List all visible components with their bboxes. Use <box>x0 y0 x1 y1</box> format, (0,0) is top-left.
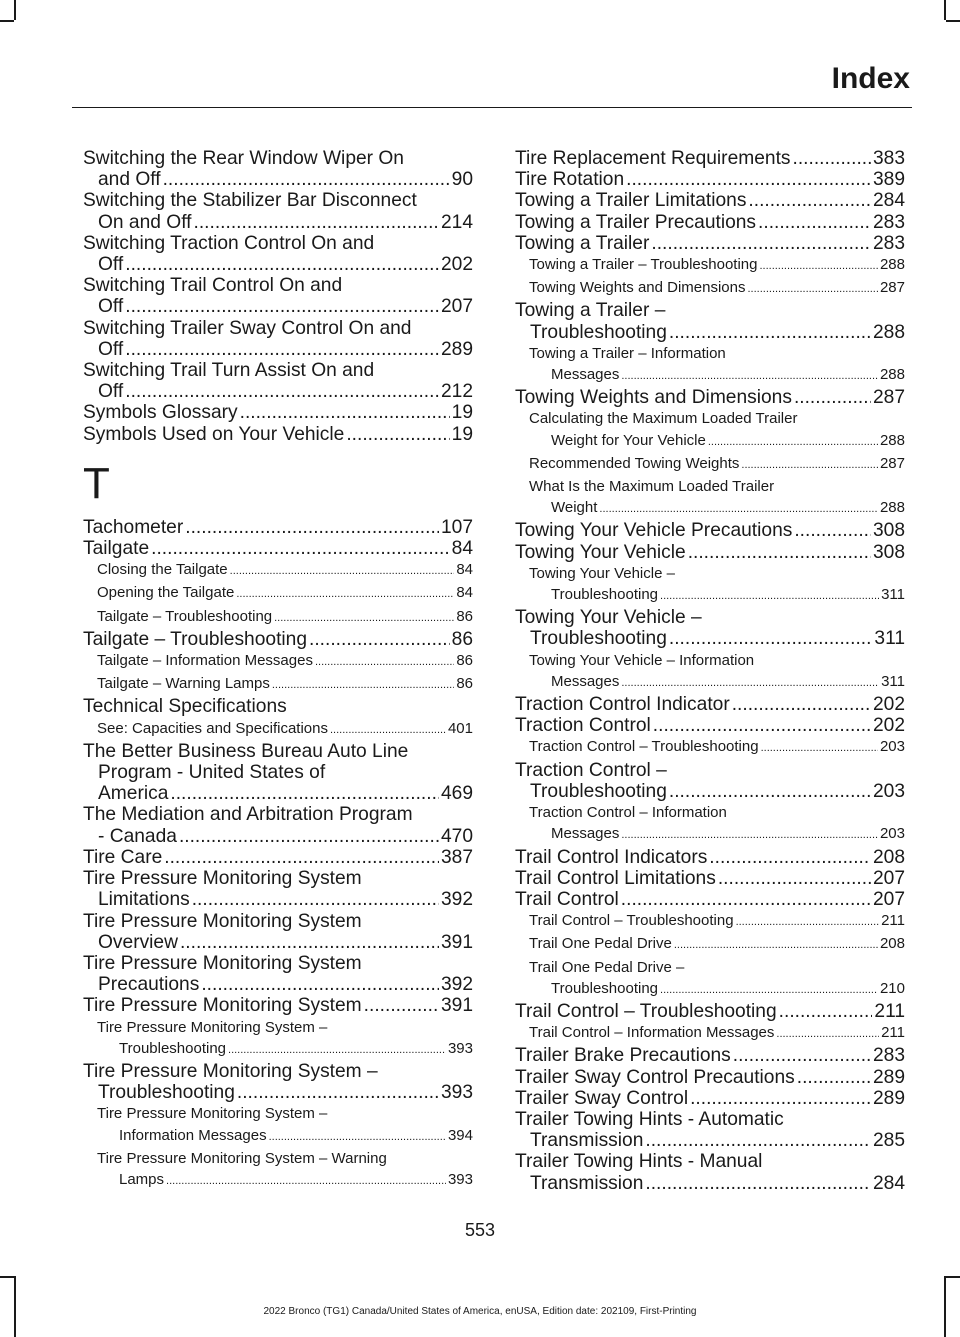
index-entry[interactable] <box>83 953 473 995</box>
entry-text: Symbols Used on Your Vehicle <box>83 423 345 445</box>
dot-leader <box>185 517 439 538</box>
entry-text: Switching Trailer Sway Control On and <box>83 317 412 339</box>
entry-page: 208 <box>872 846 905 868</box>
index-entry[interactable] <box>515 715 905 736</box>
dot-leader <box>736 910 880 933</box>
index-entry[interactable] <box>515 868 905 889</box>
entry-text: Messages <box>551 672 620 690</box>
index-entry[interactable] <box>515 1151 905 1193</box>
entry-text: Closing the Tailgate <box>97 561 228 579</box>
entry-text: Messages <box>551 366 620 384</box>
index-subentry[interactable] <box>83 606 473 629</box>
entry-page: 311 <box>881 586 905 604</box>
dot-leader <box>170 783 439 804</box>
index-entry[interactable] <box>515 520 905 541</box>
entry-text: Switching the Rear Window Wiper On <box>83 148 404 169</box>
dot-leader <box>776 1022 879 1045</box>
entry-text: Tire Pressure Monitoring System <box>83 910 362 932</box>
dot-leader <box>794 387 871 408</box>
entry-page: 19 <box>451 423 473 445</box>
index-subentry[interactable] <box>515 408 905 452</box>
entry-text: Switching Trail Control On and <box>83 275 343 297</box>
index-subentry[interactable] <box>83 673 473 696</box>
index-entry[interactable] <box>515 387 905 408</box>
index-entry[interactable] <box>515 1067 905 1088</box>
index-subentry[interactable] <box>83 559 473 582</box>
entry-text: Trail One Pedal Drive – <box>529 958 685 976</box>
crop-mark <box>946 1276 960 1278</box>
entry-page: 107 <box>440 516 473 538</box>
entry-page: 283 <box>872 1045 905 1067</box>
dot-leader <box>660 584 879 607</box>
crop-mark <box>14 0 16 20</box>
entry-page: 393 <box>440 1082 473 1104</box>
entry-text: Transmission <box>530 1172 644 1194</box>
entry-text: What Is the Maximum Loaded Trailer <box>529 478 775 496</box>
dot-leader <box>315 650 454 673</box>
entry-text: Towing a Trailer – <box>515 300 666 322</box>
entry-page: 208 <box>879 935 905 953</box>
entry-page: 289 <box>872 1066 905 1088</box>
entry-page: 311 <box>874 628 905 650</box>
index-subentry[interactable] <box>515 1022 905 1045</box>
index-entry[interactable] <box>83 517 473 538</box>
entry-page: 287 <box>872 387 905 409</box>
entry-text: Trail Control Indicators <box>515 846 708 868</box>
entry-page: 203 <box>879 825 905 843</box>
dot-leader <box>125 381 439 402</box>
dot-leader <box>651 233 871 254</box>
entry-page: 392 <box>440 974 473 996</box>
dot-leader <box>192 889 439 910</box>
dot-leader <box>761 736 878 759</box>
dot-leader <box>660 978 878 1001</box>
entry-text: Precautions <box>98 974 200 996</box>
entry-text: Towing a Trailer – Troubleshooting <box>529 256 758 274</box>
entry-text: Towing a Trailer Precautions <box>515 211 757 233</box>
index-subentry[interactable] <box>83 718 473 741</box>
index-entry[interactable] <box>515 1001 905 1022</box>
dot-leader <box>125 254 439 275</box>
index-entry[interactable] <box>83 1061 473 1103</box>
dot-leader <box>194 212 439 233</box>
index-entry[interactable] <box>515 148 905 169</box>
dot-leader <box>180 932 439 953</box>
entry-page: 289 <box>872 1087 905 1109</box>
entry-page: 214 <box>440 211 473 233</box>
index-entry[interactable] <box>515 542 905 563</box>
dot-leader <box>709 847 871 868</box>
dot-leader <box>599 497 878 520</box>
entry-text: Information Messages <box>119 1126 267 1144</box>
entry-text: Off <box>98 296 124 318</box>
index-entry[interactable] <box>515 300 905 342</box>
entry-heading: Technical Specifications <box>83 696 287 718</box>
entry-text: Tachometer <box>83 516 184 538</box>
entry-text: Trailer Sway Control Precautions <box>515 1066 795 1088</box>
entry-text: Troubleshooting <box>551 979 659 997</box>
entry-text: Off <box>98 338 124 360</box>
index-subentry[interactable] <box>83 1148 473 1192</box>
crop-mark <box>0 20 14 22</box>
entry-text: On and Off <box>98 211 192 233</box>
entry-text: Lamps <box>119 1170 165 1188</box>
entry-text: Towing Your Vehicle – Information <box>529 651 755 669</box>
dot-leader <box>669 781 871 802</box>
dot-leader <box>690 1088 871 1109</box>
index-entry[interactable] <box>515 233 905 254</box>
index-subentry[interactable] <box>515 957 905 1001</box>
entry-text: Weight for Your Vehicle <box>551 431 706 449</box>
index-entry[interactable] <box>83 402 473 423</box>
entry-page: 469 <box>440 783 473 805</box>
entry-page: 86 <box>456 675 473 693</box>
entry-text: Troubleshooting <box>551 586 659 604</box>
entry-text: Tire Pressure Monitoring System <box>83 952 362 974</box>
dot-leader <box>309 629 450 650</box>
entry-text: Traction Control – Troubleshooting <box>529 738 759 756</box>
entry-text: Calculating the Maximum Loaded Trailer <box>529 410 798 428</box>
entry-text: America <box>98 783 169 805</box>
index-entry[interactable] <box>515 190 905 211</box>
dot-leader <box>364 995 439 1016</box>
entry-page: 84 <box>456 584 473 602</box>
dot-leader <box>240 402 450 423</box>
index-subentry[interactable] <box>83 582 473 605</box>
entry-page: 287 <box>879 454 905 472</box>
index-subentry[interactable] <box>515 650 905 694</box>
index-entry[interactable] <box>83 318 473 360</box>
index-subentry[interactable] <box>515 476 905 520</box>
index-entry[interactable] <box>515 212 905 233</box>
index-entry[interactable] <box>515 607 905 649</box>
dot-leader <box>794 520 871 541</box>
dot-leader <box>236 582 454 605</box>
entry-page: 86 <box>456 652 473 670</box>
entry-page: 203 <box>879 738 905 756</box>
entry-page: 401 <box>447 719 473 737</box>
dot-leader <box>151 538 450 559</box>
dot-leader <box>621 823 878 846</box>
entry-text: Tire Pressure Monitoring System – Warning <box>97 1149 387 1167</box>
page-number: 553 <box>464 1220 496 1240</box>
entry-page: 391 <box>440 931 473 953</box>
index-subentry[interactable] <box>515 933 905 956</box>
index-entry[interactable] <box>83 804 473 846</box>
index-subentry[interactable] <box>83 1103 473 1147</box>
entry-page: 383 <box>872 148 905 169</box>
dot-leader <box>621 889 871 910</box>
entry-page: 203 <box>872 780 905 802</box>
entry-text: Opening the Tailgate <box>97 584 235 602</box>
entry-text: Towing Your Vehicle Precautions <box>515 520 793 542</box>
entry-page: 202 <box>872 715 905 737</box>
index-column-right <box>515 148 905 1194</box>
entry-page: 389 <box>872 169 905 191</box>
page-title: Index <box>831 62 910 95</box>
index-entry[interactable] <box>83 629 473 650</box>
dot-leader <box>269 1125 446 1148</box>
entry-text: Troubleshooting <box>119 1039 227 1057</box>
entry-page: 288 <box>879 366 905 384</box>
edition-footer: 2022 Bronco (TG1) Canada/United States of America, enUSA, Edition date: 202109, First-Printing <box>263 1306 697 1317</box>
dot-leader <box>621 364 878 387</box>
index-entry[interactable] <box>83 741 473 805</box>
entry-text: Tailgate – Warning Lamps <box>97 675 270 693</box>
entry-page: 285 <box>872 1130 905 1152</box>
dot-leader <box>708 430 878 453</box>
entry-text: Recommended Towing Weights <box>529 454 740 472</box>
index-subentry[interactable] <box>515 563 905 607</box>
entry-page: 288 <box>879 499 905 517</box>
dot-leader <box>237 1082 439 1103</box>
index-entry[interactable] <box>83 190 473 232</box>
entry-page: 308 <box>872 520 905 542</box>
dot-leader <box>669 322 871 343</box>
entry-page: 289 <box>440 338 473 360</box>
entry-text: Traction Control <box>515 715 651 737</box>
entry-page: 284 <box>872 1172 905 1194</box>
entry-text: Off <box>98 381 124 403</box>
index-subentry[interactable] <box>515 453 905 476</box>
entry-page: 283 <box>872 232 905 254</box>
section-letter: T <box>83 458 110 508</box>
crop-mark <box>946 20 960 22</box>
index-entry[interactable] <box>515 169 905 190</box>
entry-text: Towing a Trailer <box>515 232 650 254</box>
dot-leader <box>164 847 439 868</box>
entry-text: Towing Your Vehicle – <box>515 607 702 629</box>
index-column-left <box>83 148 473 1192</box>
dot-leader <box>688 542 871 563</box>
dot-leader <box>179 826 439 847</box>
entry-page: 311 <box>881 672 905 690</box>
entry-text: Tailgate – Information Messages <box>97 652 313 670</box>
entry-text: - Canada <box>98 825 177 847</box>
index-entry[interactable] <box>83 148 473 190</box>
index-entry[interactable] <box>515 694 905 715</box>
entry-text: Trail Control – Troubleshooting <box>515 1000 777 1022</box>
dot-leader <box>748 190 871 211</box>
dot-leader <box>669 628 873 649</box>
entry-text: Tire Pressure Monitoring System – <box>83 1060 378 1082</box>
entry-text: Weight <box>551 499 598 517</box>
index-subentry[interactable] <box>515 343 905 387</box>
entry-text: Switching Trail Turn Assist On and <box>83 360 375 382</box>
entry-page: 202 <box>440 254 473 276</box>
entry-text: Trail Control <box>515 888 619 910</box>
entry-page: 90 <box>451 169 473 191</box>
index-entry[interactable] <box>83 868 473 910</box>
entry-text: Tire Pressure Monitoring System – <box>97 1018 328 1036</box>
entry-page: 212 <box>440 381 473 403</box>
entry-text: Overview <box>98 931 178 953</box>
dot-leader <box>741 453 878 476</box>
dot-leader <box>793 148 871 169</box>
index-entry[interactable] <box>83 847 473 868</box>
entry-text: Trailer Towing Hints - Manual <box>515 1151 763 1173</box>
entry-page: 207 <box>872 888 905 910</box>
entry-text: Towing a Trailer Limitations <box>515 190 747 212</box>
entry-text: Program - United States of <box>98 762 326 784</box>
entry-text: Switching the Stabilizer Bar Disconnect <box>83 190 417 212</box>
entry-text: Tailgate – Troubleshooting <box>97 607 273 625</box>
entry-text: Towing Weights and Dimensions <box>529 279 746 297</box>
dot-leader <box>779 1001 873 1022</box>
dot-leader <box>330 718 446 741</box>
dot-leader <box>274 606 454 629</box>
index-subentry[interactable] <box>83 650 473 673</box>
entry-text: Trailer Brake Precautions <box>515 1045 731 1067</box>
entry-page: 288 <box>879 431 905 449</box>
entry-text: Off <box>98 254 124 276</box>
entry-page: 387 <box>440 846 473 868</box>
entry-page: 207 <box>440 296 473 318</box>
entry-text: Tire Pressure Monitoring System <box>83 868 362 890</box>
entry-text: Trailer Towing Hints - Automatic <box>515 1108 784 1130</box>
entry-text: Towing a Trailer – Information <box>529 344 726 362</box>
dot-leader <box>125 339 439 360</box>
entry-text: Trail Control – Troubleshooting <box>529 912 734 930</box>
entry-text: The Better Business Bureau Auto Line <box>83 740 409 762</box>
entry-page: 288 <box>872 321 905 343</box>
index-entry[interactable] <box>83 360 473 402</box>
entry-page: 287 <box>879 279 905 297</box>
dot-leader <box>272 673 454 696</box>
dot-leader <box>674 933 878 956</box>
entry-text: Towing Your Vehicle – <box>529 564 675 582</box>
dot-leader <box>626 169 871 190</box>
index-entry[interactable] <box>83 911 473 953</box>
index-entry[interactable] <box>83 233 473 275</box>
crop-mark <box>944 0 946 20</box>
dot-leader <box>645 1130 871 1151</box>
entry-page: 211 <box>874 1000 905 1022</box>
index-entry[interactable] <box>515 889 905 910</box>
entry-text: Trail Control Limitations <box>515 867 716 889</box>
entry-text: Tailgate – Troubleshooting <box>83 628 308 650</box>
entry-text: Tire Pressure Monitoring System – <box>97 1105 328 1123</box>
entry-text: See: Capacities and Specifications <box>97 719 328 737</box>
index-entry[interactable] <box>83 424 473 445</box>
index-subentry[interactable] <box>515 802 905 846</box>
entry-page: 391 <box>440 995 473 1017</box>
entry-text: Symbols Glossary <box>83 402 238 424</box>
dot-leader <box>748 277 878 300</box>
entry-text: Towing Your Vehicle <box>515 541 686 563</box>
entry-text: Limitations <box>98 889 190 911</box>
dot-leader <box>166 1169 446 1192</box>
index-subentry[interactable] <box>83 1017 473 1061</box>
entry-text: Trail One Pedal Drive <box>529 935 672 953</box>
entry-page: 394 <box>447 1126 473 1144</box>
index-entry[interactable] <box>515 847 905 868</box>
index-subentry[interactable] <box>515 736 905 759</box>
entry-text: Trail Control – Information Messages <box>529 1024 775 1042</box>
crop-mark <box>0 1276 14 1278</box>
index-entry[interactable] <box>83 995 473 1016</box>
dot-leader <box>621 671 879 694</box>
index-entry[interactable] <box>515 1088 905 1109</box>
index-entry[interactable] <box>515 1045 905 1066</box>
entry-text: Traction Control – <box>515 759 667 781</box>
index-entry[interactable] <box>83 275 473 317</box>
dot-leader <box>645 1173 871 1194</box>
entry-page: 308 <box>872 541 905 563</box>
entry-text: Transmission <box>530 1130 644 1152</box>
entry-page: 86 <box>451 628 473 650</box>
entry-page: 86 <box>456 607 473 625</box>
entry-text: Traction Control – Information <box>529 804 727 822</box>
dot-leader <box>653 715 871 736</box>
entry-page: 84 <box>456 561 473 579</box>
dot-leader <box>125 296 439 317</box>
index-entry[interactable] <box>515 1109 905 1151</box>
dot-leader <box>758 212 871 233</box>
index-subentry[interactable] <box>515 277 905 300</box>
index-entry[interactable] <box>83 538 473 559</box>
index-entry[interactable] <box>515 760 905 802</box>
entry-page: 393 <box>447 1170 473 1188</box>
entry-text: Tire Replacement Requirements <box>515 148 791 169</box>
dot-leader <box>201 974 439 995</box>
entry-page: 288 <box>879 256 905 274</box>
dot-leader <box>797 1067 871 1088</box>
entry-text: Tailgate <box>83 538 150 560</box>
entry-text: Troubleshooting <box>530 780 667 802</box>
entry-page: 202 <box>872 694 905 716</box>
entry-text: Switching Traction Control On and <box>83 232 375 254</box>
dot-leader <box>230 559 455 582</box>
index-subentry[interactable] <box>515 254 905 277</box>
entry-text: Messages <box>551 825 620 843</box>
dot-leader <box>718 868 871 889</box>
entry-text: The Mediation and Arbitration Program <box>83 804 413 826</box>
index-subentry[interactable] <box>515 910 905 933</box>
entry-text: Troubleshooting <box>530 321 667 343</box>
entry-text: Traction Control Indicator <box>515 694 730 716</box>
entry-text: Tire Rotation <box>515 169 625 191</box>
entry-text: and Off <box>98 169 161 191</box>
entry-page: 210 <box>879 979 905 997</box>
entry-page: 393 <box>447 1039 473 1057</box>
dot-leader <box>346 424 449 445</box>
dot-leader <box>732 694 871 715</box>
entry-page: 207 <box>872 867 905 889</box>
entry-page: 284 <box>872 190 905 212</box>
dot-leader <box>163 169 450 190</box>
entry-page: 211 <box>881 1024 905 1042</box>
entry-text: Tire Care <box>83 846 163 868</box>
entry-page: 392 <box>440 889 473 911</box>
entry-page: 283 <box>872 211 905 233</box>
entry-text: Troubleshooting <box>98 1082 235 1104</box>
dot-leader <box>759 254 878 277</box>
entry-text: Trailer Sway Control <box>515 1087 689 1109</box>
header-divider <box>72 107 912 108</box>
entry-page: 470 <box>440 825 473 847</box>
entry-text: Tire Pressure Monitoring System <box>83 995 362 1017</box>
entry-text: Troubleshooting <box>530 628 667 650</box>
dot-leader <box>228 1038 446 1061</box>
entry-text: Towing Weights and Dimensions <box>515 387 792 409</box>
dot-leader <box>733 1045 871 1066</box>
entry-page: 211 <box>881 912 905 930</box>
entry-page: 19 <box>451 402 473 424</box>
index-entry[interactable] <box>83 696 473 717</box>
entry-page: 84 <box>451 538 473 560</box>
